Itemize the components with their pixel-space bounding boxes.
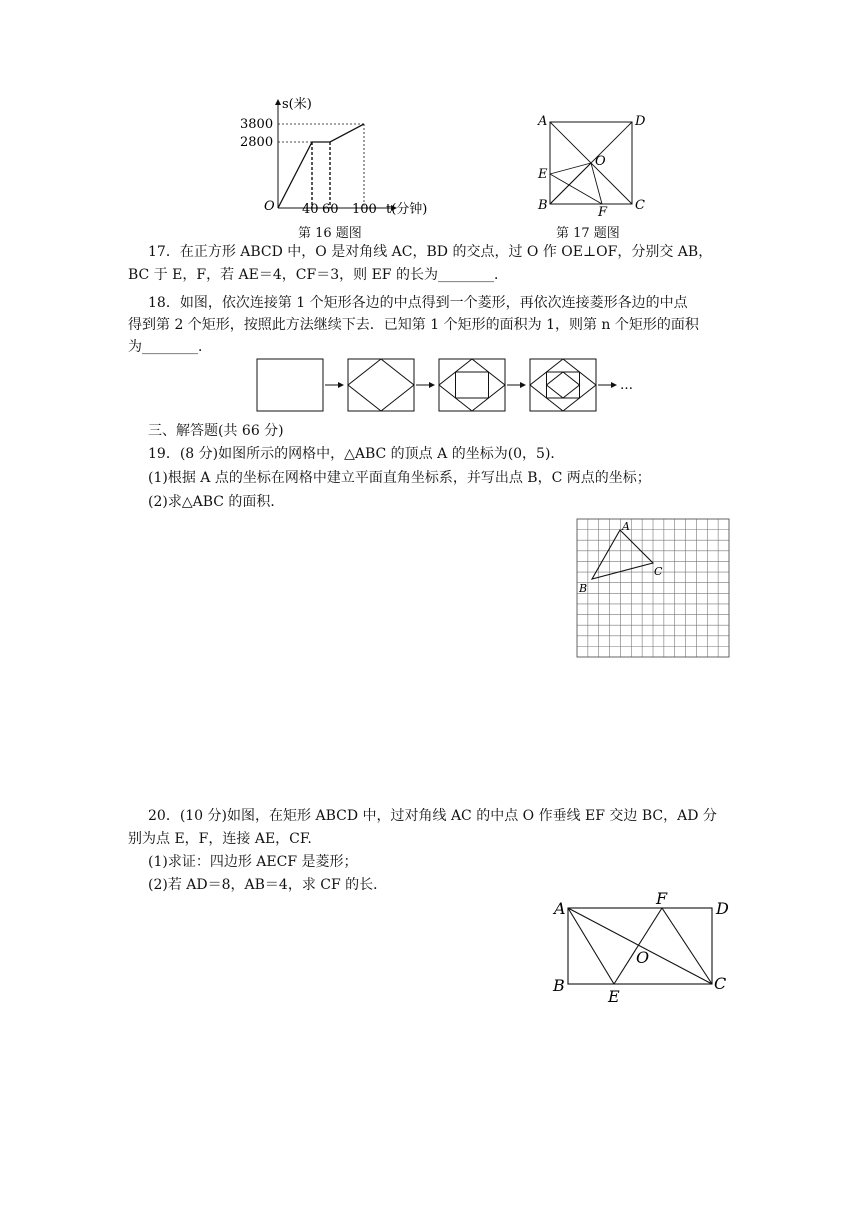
svg-text:A: A [622,520,630,533]
graph-line [278,124,364,208]
fig16-ytick-3800: 3800 [240,117,274,132]
fig16-xtick-40: 40 [302,202,319,217]
q18-line3: 为________． [128,339,212,355]
svg-text:B: B [579,582,588,595]
fig16-origin: O [264,199,275,214]
fig18-ellipsis: … [620,378,633,393]
svg-text:F: F [656,890,668,908]
svg-text:F: F [598,205,608,220]
q20-line2: 别为点 E，F，连接 AE，CF. [128,831,312,847]
svg-text:D: D [635,114,646,129]
svg-text:O: O [595,154,606,169]
section3-title: 三、解答题(共 66 分) [148,423,284,439]
q20-line4: (2)若 AD＝8，AB＝4，求 CF 的长． [148,877,388,893]
svg-text:B: B [538,198,548,213]
fig18-sequence [252,356,652,416]
rect-3 [439,359,505,411]
svg-text:C: C [714,974,727,993]
fig16-graph [236,96,456,221]
q19-line1: 19．(8 分)如图所示的网格中，△ABC 的顶点 A 的坐标为(0，5)． [148,446,565,462]
fig17-caption: 第 17 题图 [556,226,620,241]
q20-line1: 20．(10 分)如图，在矩形 ABCD 中，过对角线 AC 的中点 O 作垂线 EF 交边 BC，AD 分 [148,808,717,824]
q18-line2: 得到第 2 个矩形，按照此方法继续下去．已知第 1 个矩形的面积为 1，则第 n 个矩形的面积 [128,317,699,333]
svg-text:C: C [654,565,663,578]
q17-line1: 17．在正方形 ABCD 中，O 是对角线 AC，BD 的交点，过 O 作 OE⊥OF，分别交 AB， [148,244,713,260]
rect-2 [348,359,414,411]
q19-line3: (2)求△ABC 的面积． [148,494,285,510]
triangle-abc [592,530,653,579]
fig19-grid [575,517,731,659]
q20-line3: (1)求证：四边形 AECF 是菱形； [148,854,358,870]
svg-text:A: A [554,899,566,918]
fig16-xlabel: t(分钟) [386,202,428,217]
svg-text:B: B [553,976,565,995]
svg-text:E: E [608,987,620,1006]
rect-1 [257,359,323,411]
fig16-ytick-2800: 2800 [240,135,274,150]
fig16-xtick-100: 100 [352,202,377,217]
svg-text:O: O [636,948,650,967]
fig16-xtick-60: 60 [322,202,339,217]
svg-text:E: E [538,167,548,182]
fig16-caption: 第 16 题图 [298,226,362,241]
svg-text:A: A [538,114,548,129]
q17-line2: BC 于 E，F，若 AE＝4，CF＝3，则 EF 的长为________． [128,267,508,283]
fig16-ylabel: s(米) [282,97,312,112]
fig17-figure [532,108,654,220]
svg-text:D: D [716,899,729,918]
fig20-figure [550,890,740,1008]
q18-line1: 18．如图，依次连接第 1 个矩形各边的中点得到一个菱形，再依次连接菱形各边的中点 [148,295,688,311]
rect-4 [530,359,596,411]
q19-line2: (1)根据 A 点的坐标在网格中建立平面直角坐标系，并写出点 B，C 两点的坐标； [148,470,651,486]
svg-text:C: C [635,198,645,213]
